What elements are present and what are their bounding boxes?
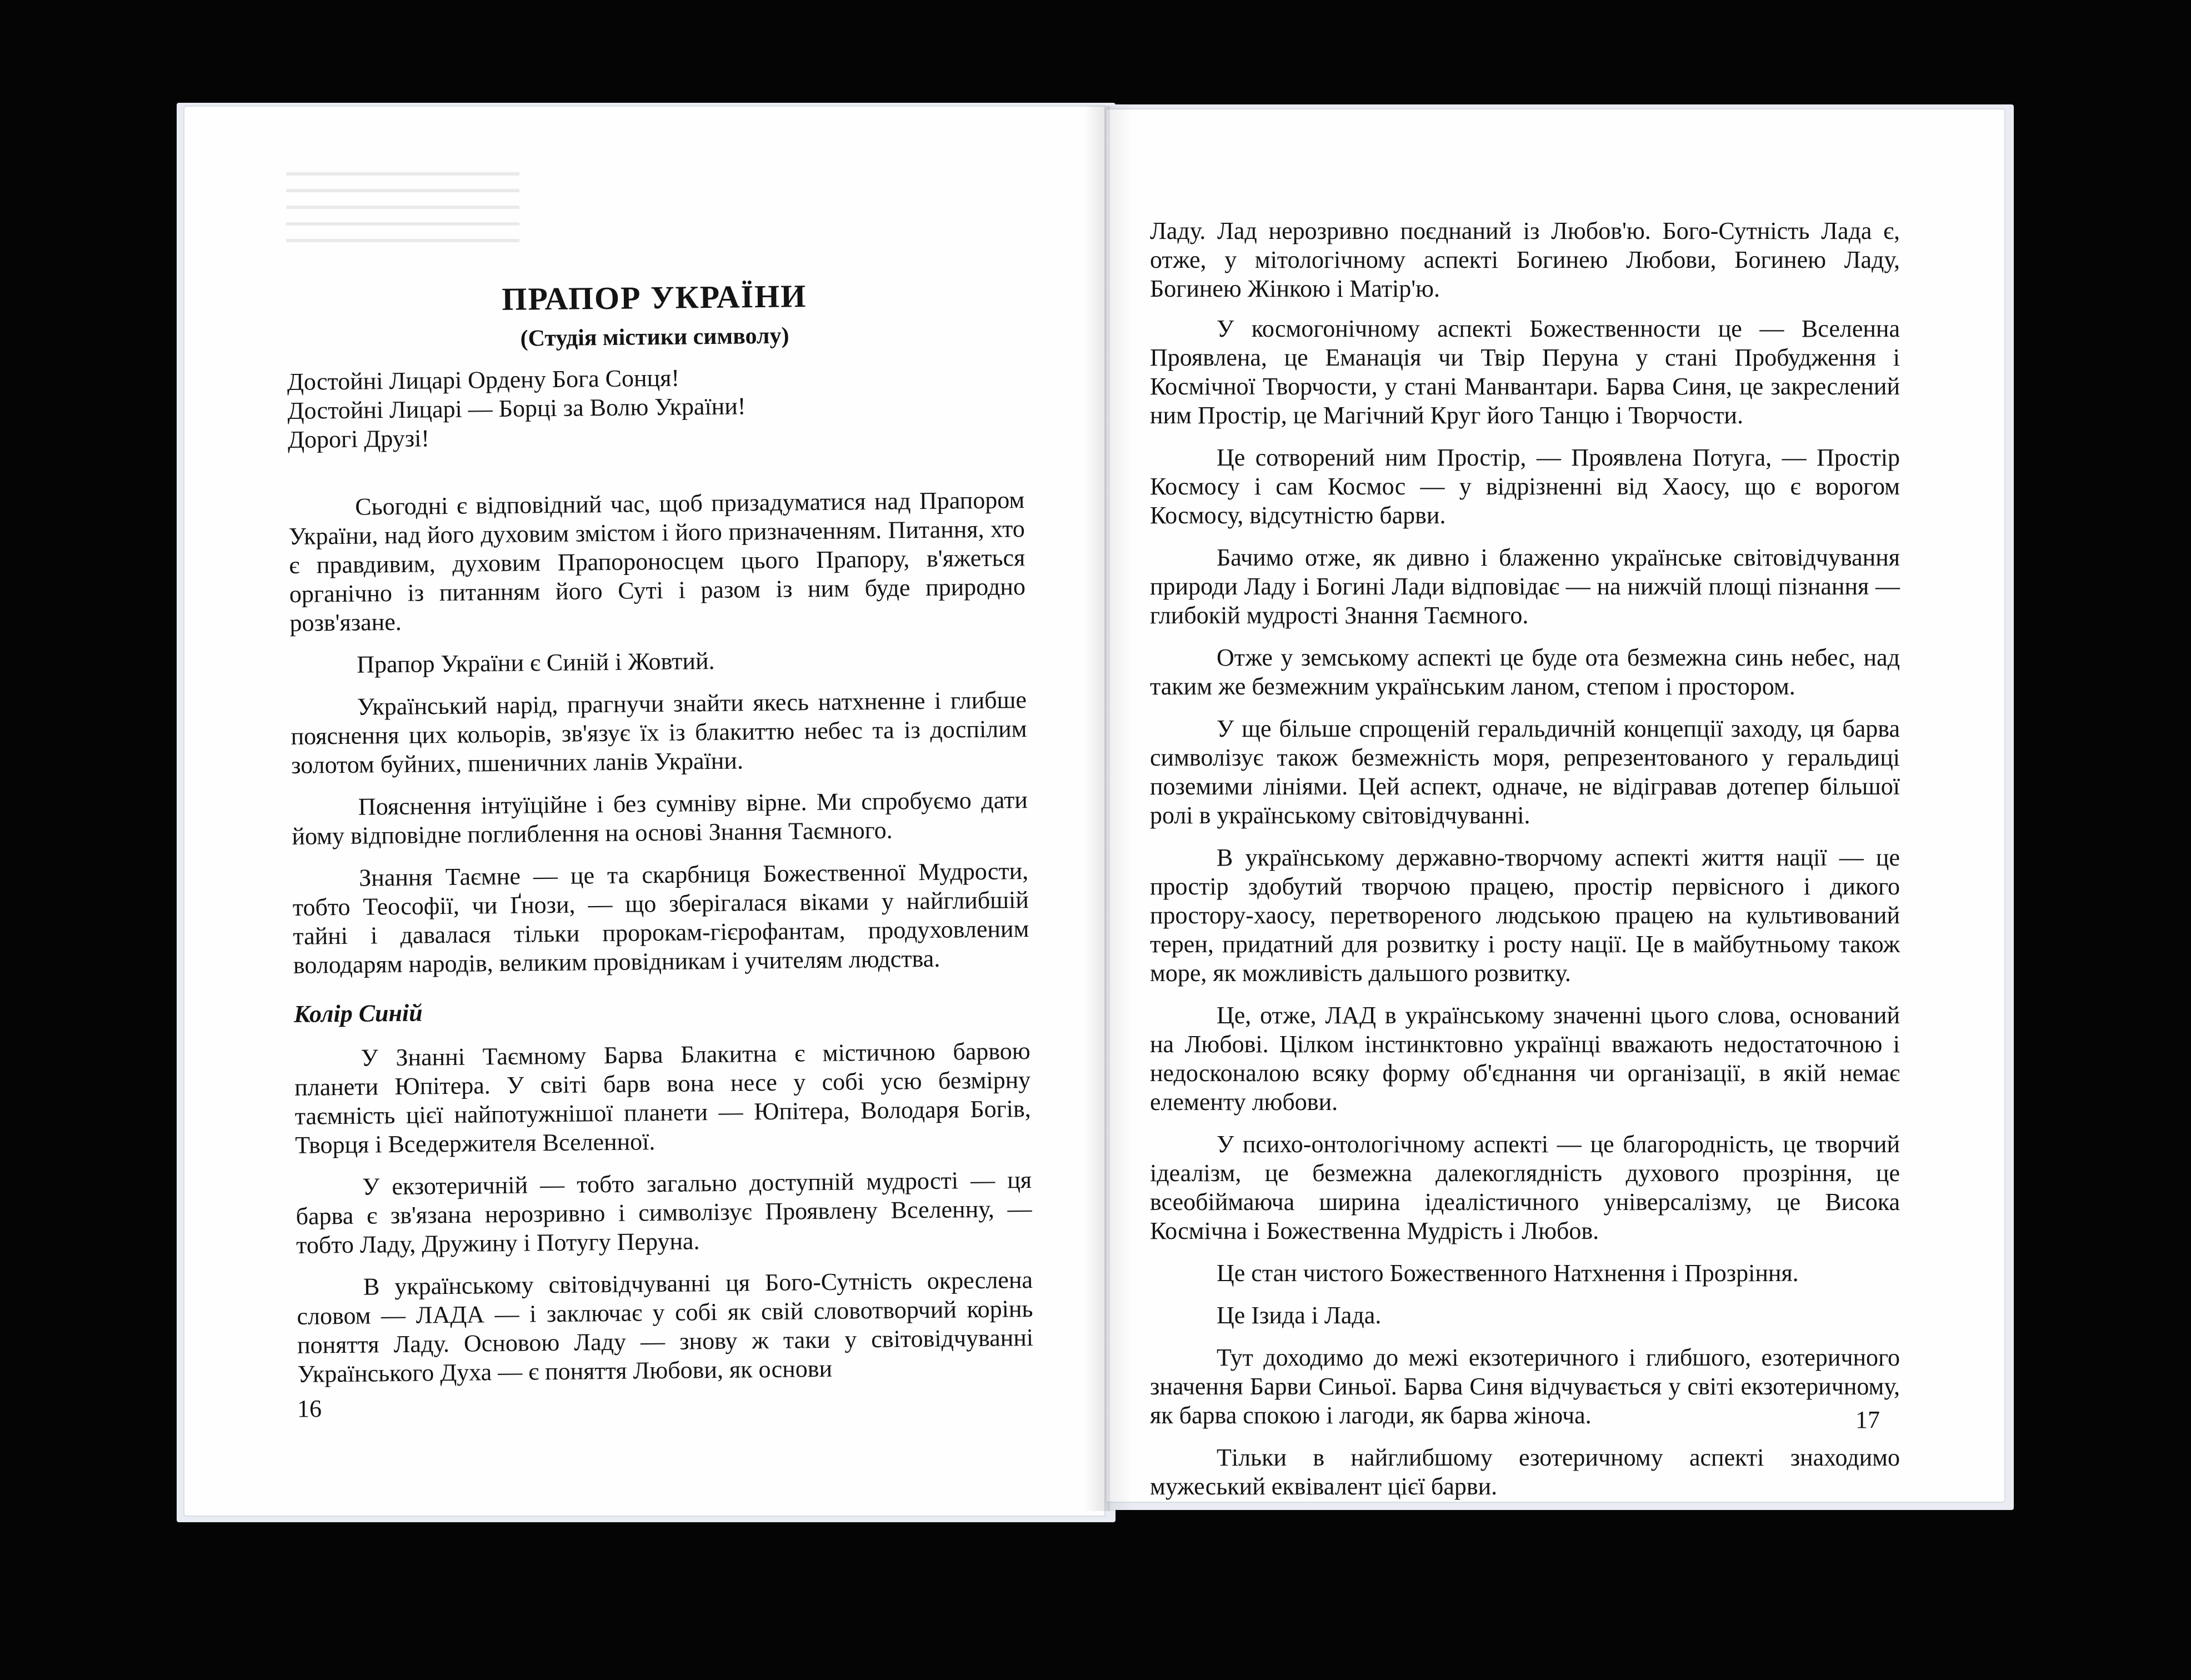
paragraph: Знання Таємне — це та скарбниця Божественної Мудрости, тобто Теософії, чи Ґнози, — що зберігалася віками у найглибшій тайні і давалася тільки пророкам-гієрофантам, продуховленим володарям народів, великим провідникам і учителям людства. bbox=[292, 857, 1029, 979]
paragraph: В українському державно-творчому аспекті життя нації — це простір здобутий творчою працею, простір первісного і дикого простору-хаосу, перетвореного людською працею на культивований терен, придатний для розвитку і росту нації. Це в майбутньому також море, як можливість дальшого розвитку. bbox=[1150, 844, 1900, 987]
paragraph: В українському світовідчуванні ця Бого-Сутність окреслена словом — ЛАДА — і заключає у собі як свій словотворчий корінь поняття Ладу. Основою Ладу — знову ж таки у світовідчуванні Українського Духа — є поняття Любови, як основи bbox=[297, 1266, 1034, 1388]
left-page-text bbox=[286, 274, 1034, 1402]
paragraph: Тут доходимо до межі екзотеричного і глибшого, езотеричного значення Барви Синьої. Барва Синя відчувається у світі екзотеричному, як барва спокою і лагоди, як барва жіноча. bbox=[1150, 1344, 1900, 1429]
show-through-text bbox=[286, 172, 519, 256]
paragraph: Це стан чистого Божественного Натхнення і Прозріння. bbox=[1217, 1259, 1799, 1287]
paragraph: Отже у земському аспекті це буде ота безмежна синь небес, над таким же безмежним українським ланом, степом і простором. bbox=[1150, 644, 1900, 700]
paragraph: Це сотворений ним Простір, — Проявлена Потуга, — Простір Космосу і сам Космос — у відрізненні від Хаосу, що є ворогом Космосу, відсутністю барви. bbox=[1150, 444, 1900, 529]
paragraph: Сьогодні є відповідний час, щоб призадуматися над Прапором України, над його духовим змістом і його призначенням. Питання, хто є правдивим, духовим Прапороносцем цього Прапору, в'яжеться органічно із питанням його Суті і разом із ним буде природно розв'язане. bbox=[288, 486, 1026, 637]
address-line: Достойні Лицарі — Борці за Волю України! bbox=[287, 392, 746, 424]
paragraph: Це, отже, ЛАД в українському значенні цього слова, оснований на Любові. Цілком інстинктовно українці вважають недостаточною і недосконалою всяку форму об'єднання чи організації, в якій немає елементу любови. bbox=[1150, 1002, 1900, 1116]
paragraph: Тільки в найглибшому езотеричному аспекті знаходимо мужеський еквівалент цієї барви. bbox=[1150, 1444, 1900, 1500]
paragraph: Бачимо отже, як дивно і блаженно українське світовідчування природи Ладу і Богині Лади відповідає — на нижчій площі пізнання — глибокій мудрості Знання Таємного. bbox=[1150, 544, 1900, 629]
paragraph: Пояснення інтуїційне і без сумніву вірне. Ми спробуємо дати йому відповідне поглиблення на основі Знання Таємного. bbox=[292, 786, 1028, 850]
left-page bbox=[183, 106, 1105, 1517]
paragraph: Ладу. Лад нерозривно поєднаний із Любов'ю. Бого-Сутність Лада є, отже, у мітологічному аспекті Богинею Любови, Богинею Ладу, Богинею Жінкою і Матір'ю. bbox=[1150, 217, 1900, 302]
paragraph: Український нарід, прагнучи знайти якесь натхненне і глибше пояснення цих кольорів, зв'язує їх із блакиттю небес та із доспілим золотом буйних, пшеничних ланів України. bbox=[291, 686, 1027, 779]
address-line: Достойні Лицарі Ордену Бога Сонця! bbox=[287, 364, 680, 396]
page-title: ПРАПОР УКРАЇНИ bbox=[501, 278, 807, 317]
paragraph: У психо-онтологічному аспекті — це благородність, це творчий ідеалізм, це безмежна далекоглядність духового прозріння, це всеобіймаюча ширина ідеалістичного універсалізму, це Висока Космічна і Божественна Мудрість і Любов. bbox=[1150, 1131, 1900, 1244]
page-number: 16 bbox=[297, 1395, 322, 1422]
page-number: 17 bbox=[1855, 1406, 1880, 1433]
address-line: Дорогі Друзі! bbox=[287, 424, 430, 453]
paragraph: У ще більше спрощеній геральдичній концепції заходу, ця барва символізує також безмежність моря, репрезентованого у геральдиці поземими лініями. Цей аспект, одначе, не відігравав дотепер більшої ролі в українському світовідчуванні. bbox=[1150, 715, 1900, 829]
right-page-text bbox=[1150, 217, 1900, 1503]
address-block bbox=[287, 360, 1024, 454]
paragraph: У Знанні Таємному Барва Блакитна є містичною барвою планети Юпітера. У світі барв вона несе у собі усю безмірну таємність цієї найпотужнішої планети — Юпітера, Володаря Богів, Творця і Вседержителя Вселенної. bbox=[294, 1037, 1031, 1159]
right-page bbox=[1105, 108, 2005, 1503]
page-subtitle: (Студія містики символу) bbox=[520, 323, 789, 352]
paragraph: Це Ізида і Лада. bbox=[1217, 1302, 1382, 1329]
paragraph: У екзотеричній — тобто загально доступній мудрості — ця барва є зв'язана нерозривно і символізує Проявлену Вселенну, — тобто Ладу, Дружину і Потугу Перуна. bbox=[296, 1166, 1032, 1259]
paragraph: У космогонічному аспекті Божественности це — Вселенна Проявлена, це Еманація чи Твір Перуна у стані Пробудження і Космічної Творчости, у стані Манвантари. Барва Синя, це закреслений ним Простір, це Магічний Круг його Танцю і Творчости. bbox=[1150, 315, 1900, 429]
paragraph: Прапор України є Синій і Жовтий. bbox=[356, 647, 715, 678]
section-heading: Колір Синій bbox=[293, 999, 423, 1028]
